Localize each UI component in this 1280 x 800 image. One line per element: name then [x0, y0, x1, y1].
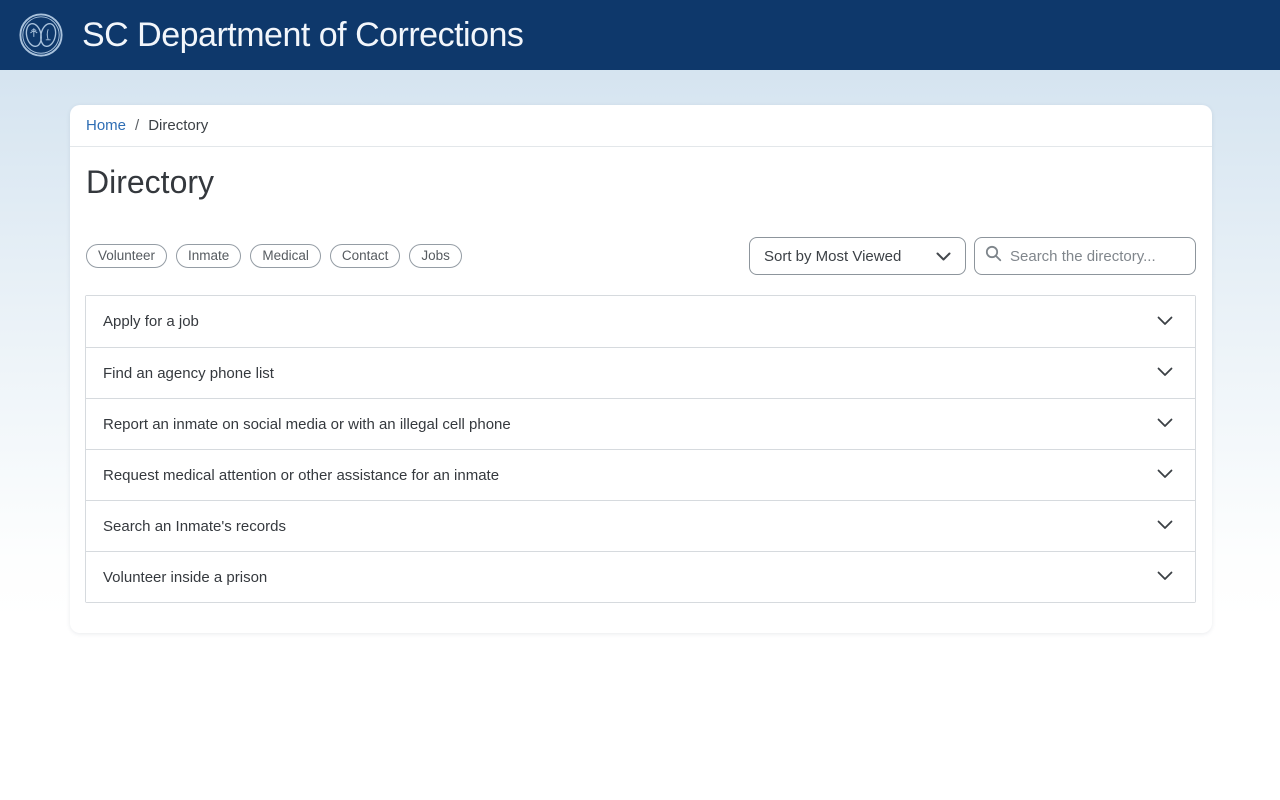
filter-chips [86, 244, 462, 268]
directory-item-search-inmate-records[interactable] [86, 500, 1195, 551]
chevron-down-icon [1157, 466, 1173, 484]
chevron-down-icon [1157, 415, 1173, 433]
directory-item-label: Search an Inmate's records [103, 517, 286, 535]
directory-item-label: Report an inmate on social media or with an illegal cell phone [103, 415, 511, 433]
directory-item-label: Request medical attention or other assistance for an inmate [103, 466, 500, 484]
search-icon [985, 245, 1002, 267]
sort-dropdown-value: Sort by Most Viewed [764, 247, 902, 265]
search-input[interactable] [1010, 248, 1185, 265]
breadcrumb [70, 105, 1212, 147]
page-title: Directory [86, 164, 215, 200]
filter-chip-medical[interactable]: Medical [250, 244, 321, 268]
filter-chip-inmate[interactable]: Inmate [176, 244, 241, 268]
directory-item-label: Volunteer inside a prison [103, 568, 268, 586]
chevron-down-icon [936, 248, 951, 265]
chevron-down-icon [1157, 517, 1173, 535]
directory-item-apply-for-a-job[interactable] [86, 296, 1195, 347]
breadcrumb-current: Directory [148, 117, 209, 134]
directory-item-label: Apply for a job [103, 313, 199, 330]
sc-state-seal-logo [18, 12, 64, 58]
right-controls [749, 237, 1196, 275]
directory-card [70, 105, 1212, 633]
filter-chip-volunteer[interactable]: Volunteer [86, 244, 167, 268]
directory-item-agency-phone-list[interactable] [86, 347, 1195, 398]
search-box [974, 237, 1196, 275]
chevron-down-icon [1157, 568, 1173, 586]
filter-chip-contact[interactable]: Contact [330, 244, 401, 268]
directory-item-report-inmate[interactable] [86, 398, 1195, 449]
filter-chip-jobs[interactable]: Jobs [409, 244, 462, 268]
directory-list [85, 295, 1196, 603]
sort-dropdown[interactable] [749, 237, 966, 275]
breadcrumb-separator: / [135, 117, 140, 134]
directory-item-label: Find an agency phone list [103, 364, 274, 382]
chevron-down-icon [1157, 313, 1173, 331]
controls-row [70, 237, 1212, 275]
app-title: SC Department of Corrections [82, 15, 524, 54]
directory-item-request-medical-attention[interactable] [86, 449, 1195, 500]
directory-item-volunteer-inside-prison[interactable] [86, 551, 1195, 602]
breadcrumb-home-link[interactable]: Home [86, 117, 127, 134]
app-header [0, 0, 1280, 70]
chevron-down-icon [1157, 364, 1173, 382]
